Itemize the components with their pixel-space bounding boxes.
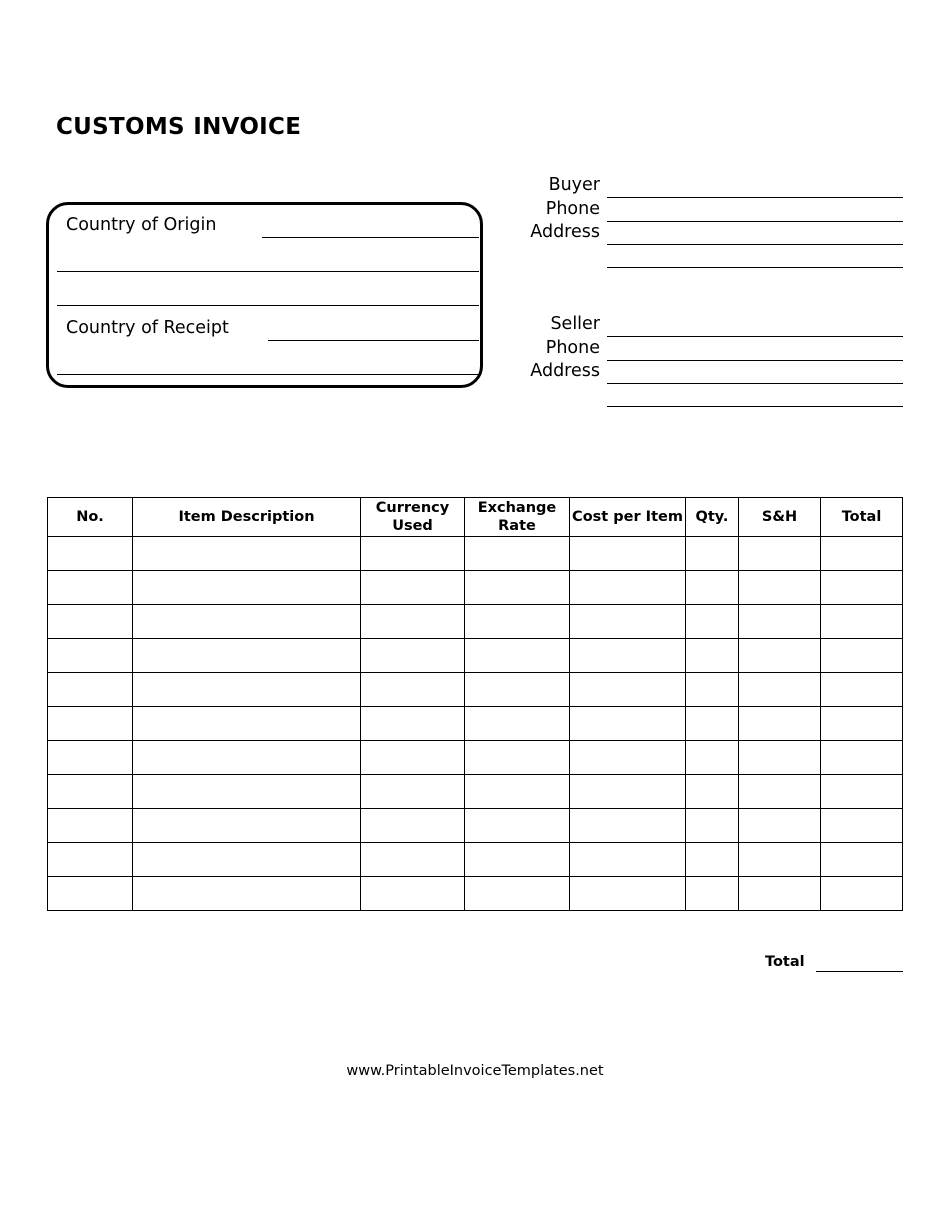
table-cell[interactable] [686,537,739,571]
table-cell[interactable] [48,775,133,809]
table-cell[interactable] [361,673,465,707]
table-cell[interactable] [570,537,686,571]
table-cell[interactable] [465,673,570,707]
table-cell[interactable] [821,605,903,639]
table-row [48,605,903,639]
table-row [48,741,903,775]
country-divider-line[interactable] [57,305,479,306]
table-cell[interactable] [48,537,133,571]
table-cell[interactable] [361,571,465,605]
table-cell[interactable] [133,877,361,911]
buyer-phone-label: Phone [545,199,600,219]
country-of-receipt-line-2[interactable] [57,374,479,375]
table-cell[interactable] [133,571,361,605]
invoice-title: CUSTOMS INVOICE [56,114,302,140]
table-cell[interactable] [739,809,821,843]
table-row [48,673,903,707]
table-cell[interactable] [48,571,133,605]
seller-address-field[interactable] [607,383,903,384]
items-table [47,497,903,911]
table-cell[interactable] [133,639,361,673]
table-cell[interactable] [686,741,739,775]
header-exchange-rate: Exchange Rate [465,498,570,537]
table-cell[interactable] [570,639,686,673]
table-cell[interactable] [361,775,465,809]
table-row [48,877,903,911]
table-cell[interactable] [570,775,686,809]
country-of-receipt-label: Country of Receipt [66,318,229,338]
table-cell[interactable] [133,843,361,877]
header-s-and-h: S&H [739,498,821,537]
table-cell[interactable] [739,639,821,673]
table-cell[interactable] [361,877,465,911]
table-cell[interactable] [821,741,903,775]
table-cell[interactable] [48,877,133,911]
table-cell[interactable] [821,639,903,673]
table-cell[interactable] [361,639,465,673]
table-cell[interactable] [821,775,903,809]
table-cell[interactable] [686,673,739,707]
table-cell[interactable] [739,741,821,775]
buyer-label: Buyer [548,175,600,195]
table-cell[interactable] [739,537,821,571]
table-cell[interactable] [570,571,686,605]
table-cell[interactable] [570,809,686,843]
table-cell[interactable] [739,707,821,741]
table-cell[interactable] [361,605,465,639]
table-cell[interactable] [821,537,903,571]
table-cell[interactable] [821,877,903,911]
footer-website: www.PrintableInvoiceTemplates.net [346,1063,604,1079]
table-cell[interactable] [821,673,903,707]
table-cell[interactable] [133,809,361,843]
table-cell[interactable] [361,809,465,843]
table-cell[interactable] [133,707,361,741]
table-cell[interactable] [570,843,686,877]
table-cell[interactable] [48,843,133,877]
country-box [46,202,483,388]
table-cell[interactable] [739,775,821,809]
table-row [48,707,903,741]
header-no: No. [48,498,133,537]
table-cell[interactable] [686,877,739,911]
buyer-address-field[interactable] [607,244,903,245]
table-cell[interactable] [821,843,903,877]
table-cell[interactable] [570,707,686,741]
table-cell[interactable] [465,605,570,639]
table-row [48,571,903,605]
table-cell[interactable] [686,707,739,741]
table-cell[interactable] [686,605,739,639]
table-row [48,809,903,843]
table-cell[interactable] [465,741,570,775]
table-row [48,843,903,877]
table-cell[interactable] [570,741,686,775]
seller-phone-field[interactable] [607,360,903,361]
table-cell[interactable] [465,843,570,877]
seller-address-label: Address [530,361,600,381]
seller-phone-label: Phone [545,338,600,358]
table-header-row [48,498,903,537]
seller-address-field-2[interactable] [607,406,903,407]
table-cell[interactable] [133,537,361,571]
table-cell[interactable] [465,877,570,911]
table-cell[interactable] [133,605,361,639]
table-cell[interactable] [686,571,739,605]
table-cell[interactable] [686,639,739,673]
country-of-origin-field[interactable] [262,237,479,238]
table-cell[interactable] [686,843,739,877]
table-row [48,537,903,571]
buyer-phone-field[interactable] [607,221,903,222]
table-cell[interactable] [465,707,570,741]
table-cell[interactable] [48,639,133,673]
table-cell[interactable] [361,537,465,571]
table-cell[interactable] [361,707,465,741]
table-cell[interactable] [133,775,361,809]
total-label: Total [765,954,805,970]
buyer-address-label: Address [530,222,600,242]
table-cell[interactable] [48,741,133,775]
country-of-receipt-field[interactable] [268,340,479,341]
header-cost-per-item: Cost per Item [570,498,686,537]
table-cell[interactable] [686,775,739,809]
table-cell[interactable] [821,809,903,843]
table-cell[interactable] [465,809,570,843]
total-field[interactable] [816,971,903,972]
seller-field[interactable] [607,336,903,337]
table-cell[interactable] [465,775,570,809]
header-currency-used: Currency Used [361,498,465,537]
table-row [48,639,903,673]
header-item-description: Item Description [133,498,361,537]
table-cell[interactable] [465,639,570,673]
country-of-origin-label: Country of Origin [66,215,217,235]
table-cell[interactable] [739,877,821,911]
table-cell[interactable] [48,707,133,741]
buyer-address-field-2[interactable] [607,267,903,268]
table-cell[interactable] [739,673,821,707]
table-cell[interactable] [739,843,821,877]
table-cell[interactable] [465,571,570,605]
table-cell[interactable] [570,605,686,639]
table-cell[interactable] [48,673,133,707]
table-cell[interactable] [361,843,465,877]
table-cell[interactable] [686,809,739,843]
header-total: Total [821,498,903,537]
table-cell[interactable] [821,571,903,605]
country-of-origin-line-2[interactable] [57,271,479,272]
table-cell[interactable] [739,571,821,605]
table-cell[interactable] [570,877,686,911]
seller-label: Seller [550,314,600,334]
table-cell[interactable] [739,605,821,639]
table-cell[interactable] [570,673,686,707]
table-cell[interactable] [465,537,570,571]
table-cell[interactable] [48,605,133,639]
buyer-field[interactable] [607,197,903,198]
table-cell[interactable] [133,673,361,707]
table-cell[interactable] [48,809,133,843]
table-cell[interactable] [821,707,903,741]
table-row [48,775,903,809]
table-cell[interactable] [361,741,465,775]
header-qty: Qty. [686,498,739,537]
table-cell[interactable] [133,741,361,775]
